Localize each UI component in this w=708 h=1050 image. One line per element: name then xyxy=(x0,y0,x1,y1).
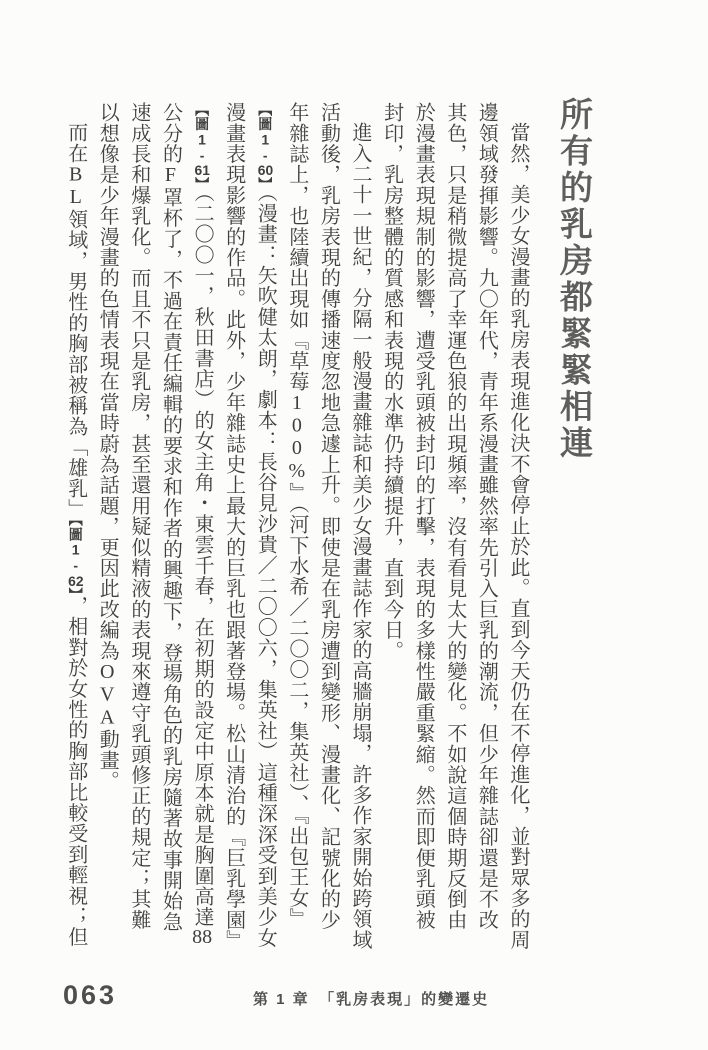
figure-reference: 1 xyxy=(194,131,211,148)
body-text xyxy=(59,102,533,950)
text-segment: 』（河下水希／二〇〇二，集英社）、『出包王女』 xyxy=(285,482,308,929)
figure-reference: - xyxy=(257,147,274,164)
paragraph xyxy=(375,102,533,950)
figure-reference: 【圖 xyxy=(67,519,84,542)
text-segment: 公分的 xyxy=(159,102,182,165)
text-segment: 領域，男性的胸部被稱為「雄乳」 xyxy=(64,208,87,520)
footer-page-number: 063 xyxy=(63,980,118,1010)
page-title: 所有的乳房都緊緊相連 xyxy=(556,97,593,462)
figure-reference: 【圖 xyxy=(257,102,274,132)
text-segment: 罩杯了，不過在責任編輯的要求和作者的興趣下，登場角色的乳房隨著故事開始急速成長和爆乳化。而且不只是乳房，甚至還用疑似精液的表現來遵守乳頭修正的規定；其難以想像是少年漫畫的色情表現在當時蔚為話題，更因此改編為 xyxy=(96,102,182,933)
figure-reference: 1 xyxy=(67,541,84,558)
text-segment: 進入二十一世紀，分隔一般漫畫雜誌和美少女漫畫誌作家的高牆崩塌，許多作家開始跨領域活動後，乳房表現的傳播速度忽地急遽上升。即使是在乳房遭到變形、漫畫化、記號化的少年雜誌上，也陸續出現如『草莓 xyxy=(285,102,372,950)
figure-reference: - xyxy=(194,147,211,164)
text-segment: 當然，美少女漫畫的乳房表現進化決不會停止於此。直到今天仍在不停進化，並對眾多的周邊領域發揮影響。九〇年代，青年系漫畫雖然率先引入巨乳的潮流，但少年雜誌卻還是不改其色，只是稍微提高了幸運色狼的出現頻率，沒有看見太大的變化。不如說這個時期反倒由於漫畫表現規制的影響，遭受乳頭被封印的打擊，表現的多樣性嚴重緊縮。然而即便乳頭被封印，乳房整體的質感和表現的水準仍持續提升，直到今日。 xyxy=(380,102,529,950)
figure-reference: 61 xyxy=(194,163,210,178)
figure-reference: 62 xyxy=(68,573,84,588)
figure-reference: 【圖 xyxy=(194,102,211,132)
text-segment: （二〇〇一，秋田書店）的女主角・東雲千春，在初期的設定中原本就是胸圍高達 xyxy=(191,192,214,928)
footer-chapter-title: 第 1 章 「乳房表現」的變遷史 xyxy=(253,991,490,1008)
figure-reference: 1 xyxy=(257,131,274,148)
text-segment: 88 xyxy=(192,927,213,948)
text-segment: （漫畫：矢吹健太朗，劇本：長谷見沙貴／二〇〇六，集英社）這種深深受到美少女漫畫表現影響的作品。此外，少年雜誌史上最大的巨乳也跟著登場。松山清治的『巨乳學園』 xyxy=(222,102,277,951)
figure-reference: 】 xyxy=(257,177,274,193)
text-segment: F xyxy=(159,164,182,187)
figure-reference: - xyxy=(67,557,84,574)
figure-reference: 】 xyxy=(194,177,211,193)
paragraph xyxy=(59,102,91,950)
text-segment: 動畫。 xyxy=(96,729,119,792)
text-segment: ，相對於女性的胸部比較受到輕視；但 xyxy=(64,595,87,948)
text-segment: 而在 xyxy=(64,122,87,164)
figure-reference: 60 xyxy=(257,163,274,178)
text-segment: OVA xyxy=(96,660,119,730)
paragraph xyxy=(91,102,375,950)
figure-reference: 】 xyxy=(67,587,84,596)
text-segment: BL xyxy=(64,163,87,209)
text-segment: 100% xyxy=(285,391,308,483)
